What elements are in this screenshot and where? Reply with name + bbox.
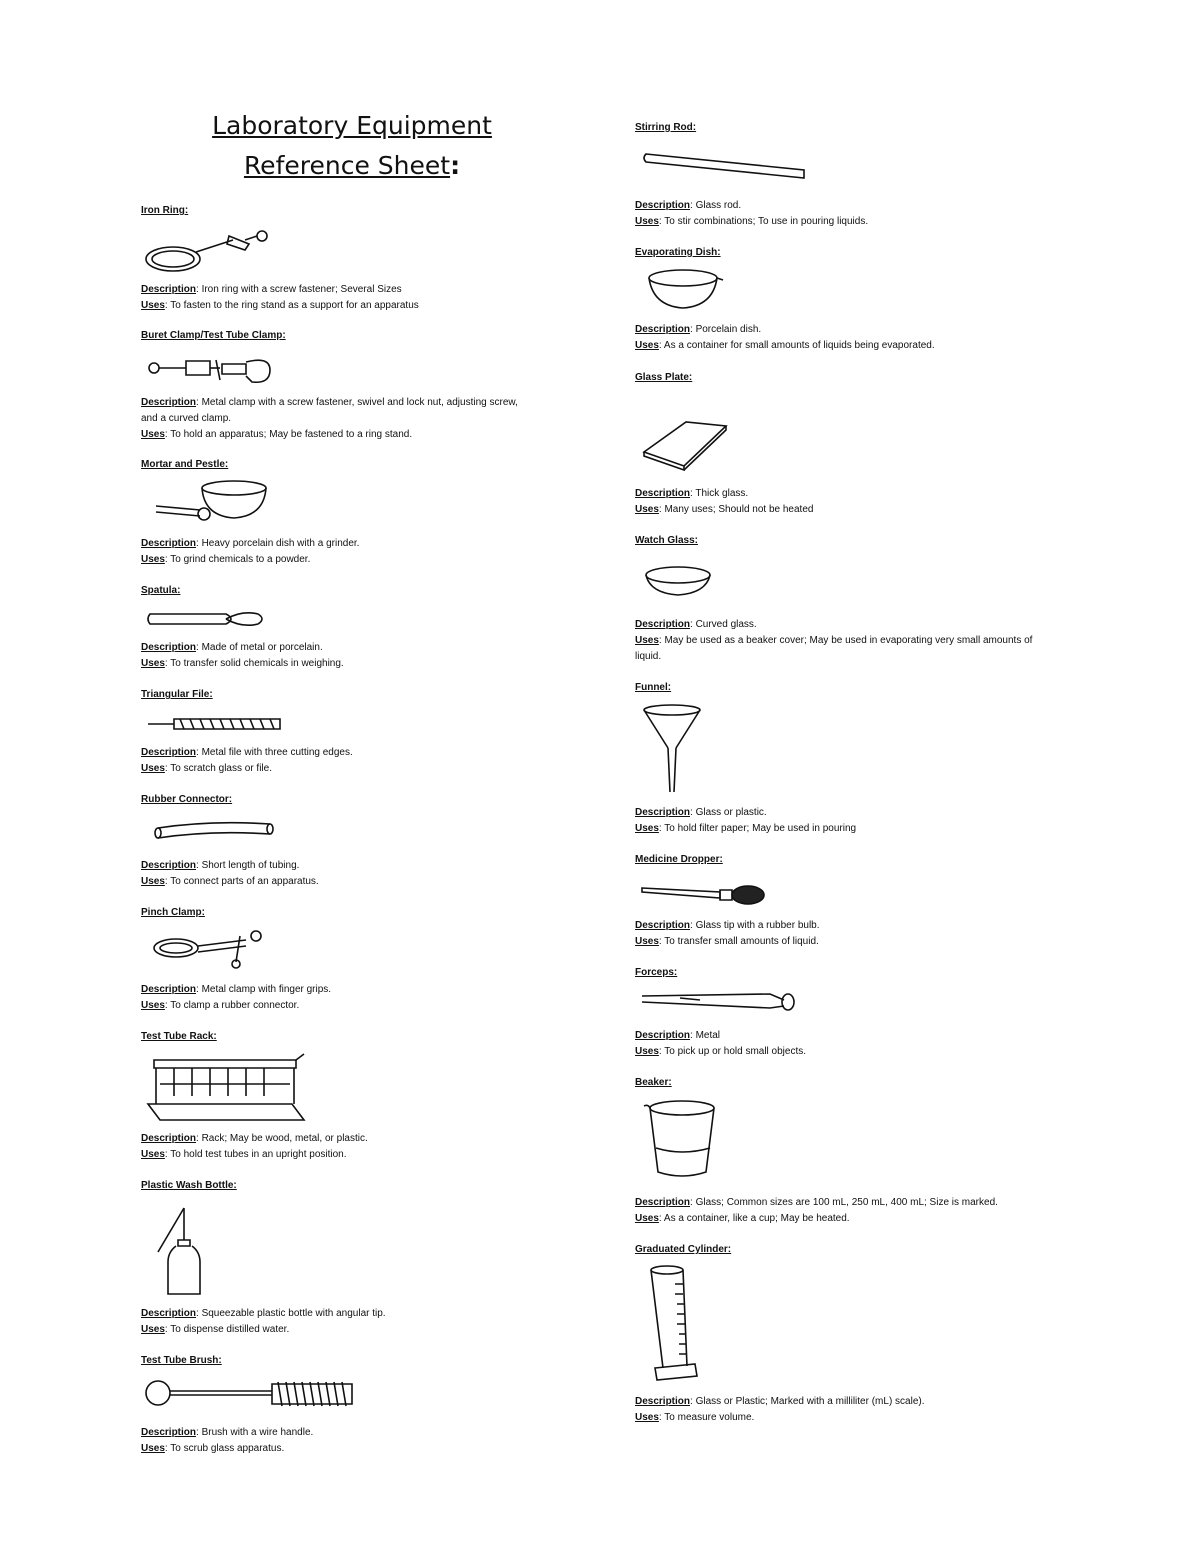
item-description: : Metal [690,1030,721,1041]
item-description: : Iron ring with a screw fastener; Several Sizes [196,284,402,295]
spatula-image [146,608,266,630]
item-medicine-dropper-text [635,918,820,950]
uses-key: Uses [635,1213,659,1224]
title-line-2: Reference Sheet [243,151,451,180]
item-uses: : To clamp a rubber connector. [164,1000,300,1011]
item-description: : Metal clamp with a screw fastener, swivel and lock nut, adjusting screw, [196,397,518,408]
uses-key: Uses [635,340,659,351]
item-stirring-rod [635,120,696,136]
item-rubber-connector [141,792,232,808]
item-description: : Metal clamp with finger grips. [196,984,332,995]
item-label: Funnel: [635,682,672,693]
item-test-tube-brush [141,1353,222,1369]
item-test-tube-rack [141,1029,217,1045]
item-label: Evaporating Dish: [635,247,721,258]
item-uses: : To scratch glass or file. [164,763,272,774]
uses-key: Uses [635,1412,659,1423]
item-label: Iron Ring: [141,205,189,216]
item-description: : Glass tip with a rubber bulb. [690,920,820,931]
item-uses: : To hold filter paper; May be used in pouring [658,823,857,834]
item-uses: : To pick up or hold small objects. [658,1046,807,1057]
description-key: Description [635,324,691,335]
uses-key: Uses [635,504,659,515]
watch-glass-image [642,563,716,599]
item-description: : Brush with a wire handle. [196,1427,314,1438]
mortar-pestle-image [152,478,272,526]
uses-key: Uses [141,1324,165,1335]
description-key: Description [141,284,197,295]
item-test-tube-rack-text [141,1131,368,1163]
description-key: Description [141,1133,197,1144]
item-watch-glass [635,533,698,549]
item-uses: : As a container, like a cup; May be heated. [658,1213,850,1224]
item-funnel-text [635,805,856,837]
buret-clamp-image [146,352,276,388]
uses-key: Uses [141,763,165,774]
item-buret-clamp [141,328,286,344]
description-key: Description [141,747,197,758]
item-label: Beaker: [635,1077,672,1088]
item-uses: : To fasten to the ring stand as a support for an apparatus [164,300,419,311]
description-key: Description [635,1396,691,1407]
item-stirring-rod-text [635,198,868,230]
uses-key: Uses [141,876,165,887]
description-key: Description [141,860,197,871]
forceps-image [640,990,800,1022]
glass-plate-image [640,420,732,474]
item-uses: : To stir combinations; To use in pouring liquids. [658,216,869,227]
graduated-cylinder-image [645,1264,705,1384]
test-tube-rack-image [146,1054,306,1124]
page-title [140,106,564,146]
item-medicine-dropper [635,852,723,868]
item-glass-plate-text [635,486,813,518]
item-description: : Glass or Plastic; Marked with a milliliter (mL) scale). [690,1396,925,1407]
title-line-1: Laboratory Equipment [212,111,492,140]
triangular-file-image [146,716,286,732]
item-forceps [635,965,677,981]
item-beaker-text [635,1195,998,1227]
iron-ring-image [141,222,281,278]
item-graduated-cylinder-text [635,1394,925,1426]
description-key: Description [635,1030,691,1041]
item-rubber-connector-text [141,858,319,890]
item-uses: : To hold an apparatus; May be fastened to a ring stand. [164,429,413,440]
item-uses: : To hold test tubes in an upright position. [164,1149,347,1160]
item-buret-clamp-text [141,395,518,443]
uses-key: Uses [141,1000,165,1011]
item-funnel [635,680,671,696]
item-uses: : To grind chemicals to a powder. [164,554,311,565]
description-key: Description [635,200,691,211]
item-uses: : To connect parts of an apparatus. [164,876,319,887]
item-pinch-clamp [141,905,205,921]
uses-key: Uses [635,936,659,947]
item-uses: : To scrub glass apparatus. [164,1443,285,1454]
beaker-image [644,1098,724,1184]
description-key: Description [141,397,197,408]
description-key: Description [635,920,691,931]
description-key: Description [141,642,197,653]
item-label: Buret Clamp/Test Tube Clamp: [141,330,286,341]
item-uses: : To transfer small amounts of liquid. [658,936,819,947]
item-description: : Metal file with three cutting edges. [196,747,353,758]
item-label: Graduated Cylinder: [635,1244,732,1255]
item-label: Test Tube Brush: [141,1355,222,1366]
rubber-connector-image [150,818,276,842]
description-key: Description [141,984,197,995]
uses-key: Uses [141,1443,165,1454]
item-spatula-text [141,640,344,672]
item-description: : Curved glass. [690,619,757,630]
item-uses: : May be used as a beaker cover; May be used in evaporating very small amounts of [658,635,1033,646]
item-uses: : As a container for small amounts of liquids being evaporated. [658,340,935,351]
medicine-dropper-image [640,880,768,908]
description-key: Description [635,1197,691,1208]
uses-key: Uses [635,823,659,834]
item-evaporating-dish-text [635,322,935,354]
pinch-clamp-image [150,926,270,974]
funnel-image [640,704,706,796]
uses-key: Uses [141,429,165,440]
item-label: Pinch Clamp: [141,907,205,918]
item-test-tube-brush-text [141,1425,313,1457]
item-label: Forceps: [635,967,678,978]
item-iron-ring-text [141,282,419,314]
description-key: Description [635,619,691,630]
item-label: Medicine Dropper: [635,854,723,865]
item-graduated-cylinder [635,1242,731,1258]
item-description: : Glass rod. [690,200,742,211]
description-key: Description [141,1427,197,1438]
item-description: : Heavy porcelain dish with a grinder. [196,538,360,549]
item-label: Stirring Rod: [635,122,697,133]
item-label: Plastic Wash Bottle: [141,1180,237,1191]
stirring-rod-image [640,150,810,182]
item-evaporating-dish [635,245,721,261]
title-colon: : [450,151,461,180]
test-tube-brush-image [144,1378,358,1410]
item-beaker [635,1075,672,1091]
item-forceps-text [635,1028,806,1060]
item-triangular-file [141,687,213,703]
item-label: Rubber Connector: [141,794,233,805]
item-spatula [141,583,180,599]
item-description: : Porcelain dish. [690,324,762,335]
item-uses-cont: liquid. [635,651,662,662]
uses-key: Uses [635,635,659,646]
uses-key: Uses [141,1149,165,1160]
uses-key: Uses [635,216,659,227]
item-mortar-pestle-text [141,536,359,568]
uses-key: Uses [141,554,165,565]
item-label: Mortar and Pestle: [141,459,229,470]
item-label: Glass Plate: [635,372,693,383]
item-uses: : To measure volume. [658,1412,755,1423]
item-description: : Short length of tubing. [196,860,300,871]
item-wash-bottle [141,1178,237,1194]
item-label: Spatula: [141,585,181,596]
item-description: : Glass; Common sizes are 100 mL, 250 mL, 400 mL; Size is marked. [690,1197,998,1208]
uses-key: Uses [635,1046,659,1057]
item-wash-bottle-text [141,1306,386,1338]
item-glass-plate [635,370,692,386]
item-pinch-clamp-text [141,982,331,1014]
item-label: Watch Glass: [635,535,698,546]
item-iron-ring [141,203,188,219]
evaporating-dish-image [643,266,727,314]
item-description-cont: and a curved clamp. [141,413,232,424]
uses-key: Uses [141,658,165,669]
item-triangular-file-text [141,745,353,777]
item-uses: : Many uses; Should not be heated [658,504,814,515]
item-label: Triangular File: [141,689,213,700]
item-description: : Made of metal or porcelain. [196,642,323,653]
description-key: Description [141,1308,197,1319]
description-key: Description [635,488,691,499]
uses-key: Uses [141,300,165,311]
wash-bottle-image [150,1202,210,1302]
description-key: Description [141,538,197,549]
item-description: : Glass or plastic. [690,807,767,818]
item-description: : Thick glass. [690,488,749,499]
item-watch-glass-text [635,617,1032,665]
page-subtitle [140,146,564,186]
item-mortar-pestle [141,457,228,473]
description-key: Description [635,807,691,818]
item-uses: : To transfer solid chemicals in weighing. [164,658,344,669]
item-uses: : To dispense distilled water. [164,1324,290,1335]
item-description: : Rack; May be wood, metal, or plastic. [196,1133,368,1144]
item-description: : Squeezable plastic bottle with angular tip. [196,1308,386,1319]
item-label: Test Tube Rack: [141,1031,217,1042]
